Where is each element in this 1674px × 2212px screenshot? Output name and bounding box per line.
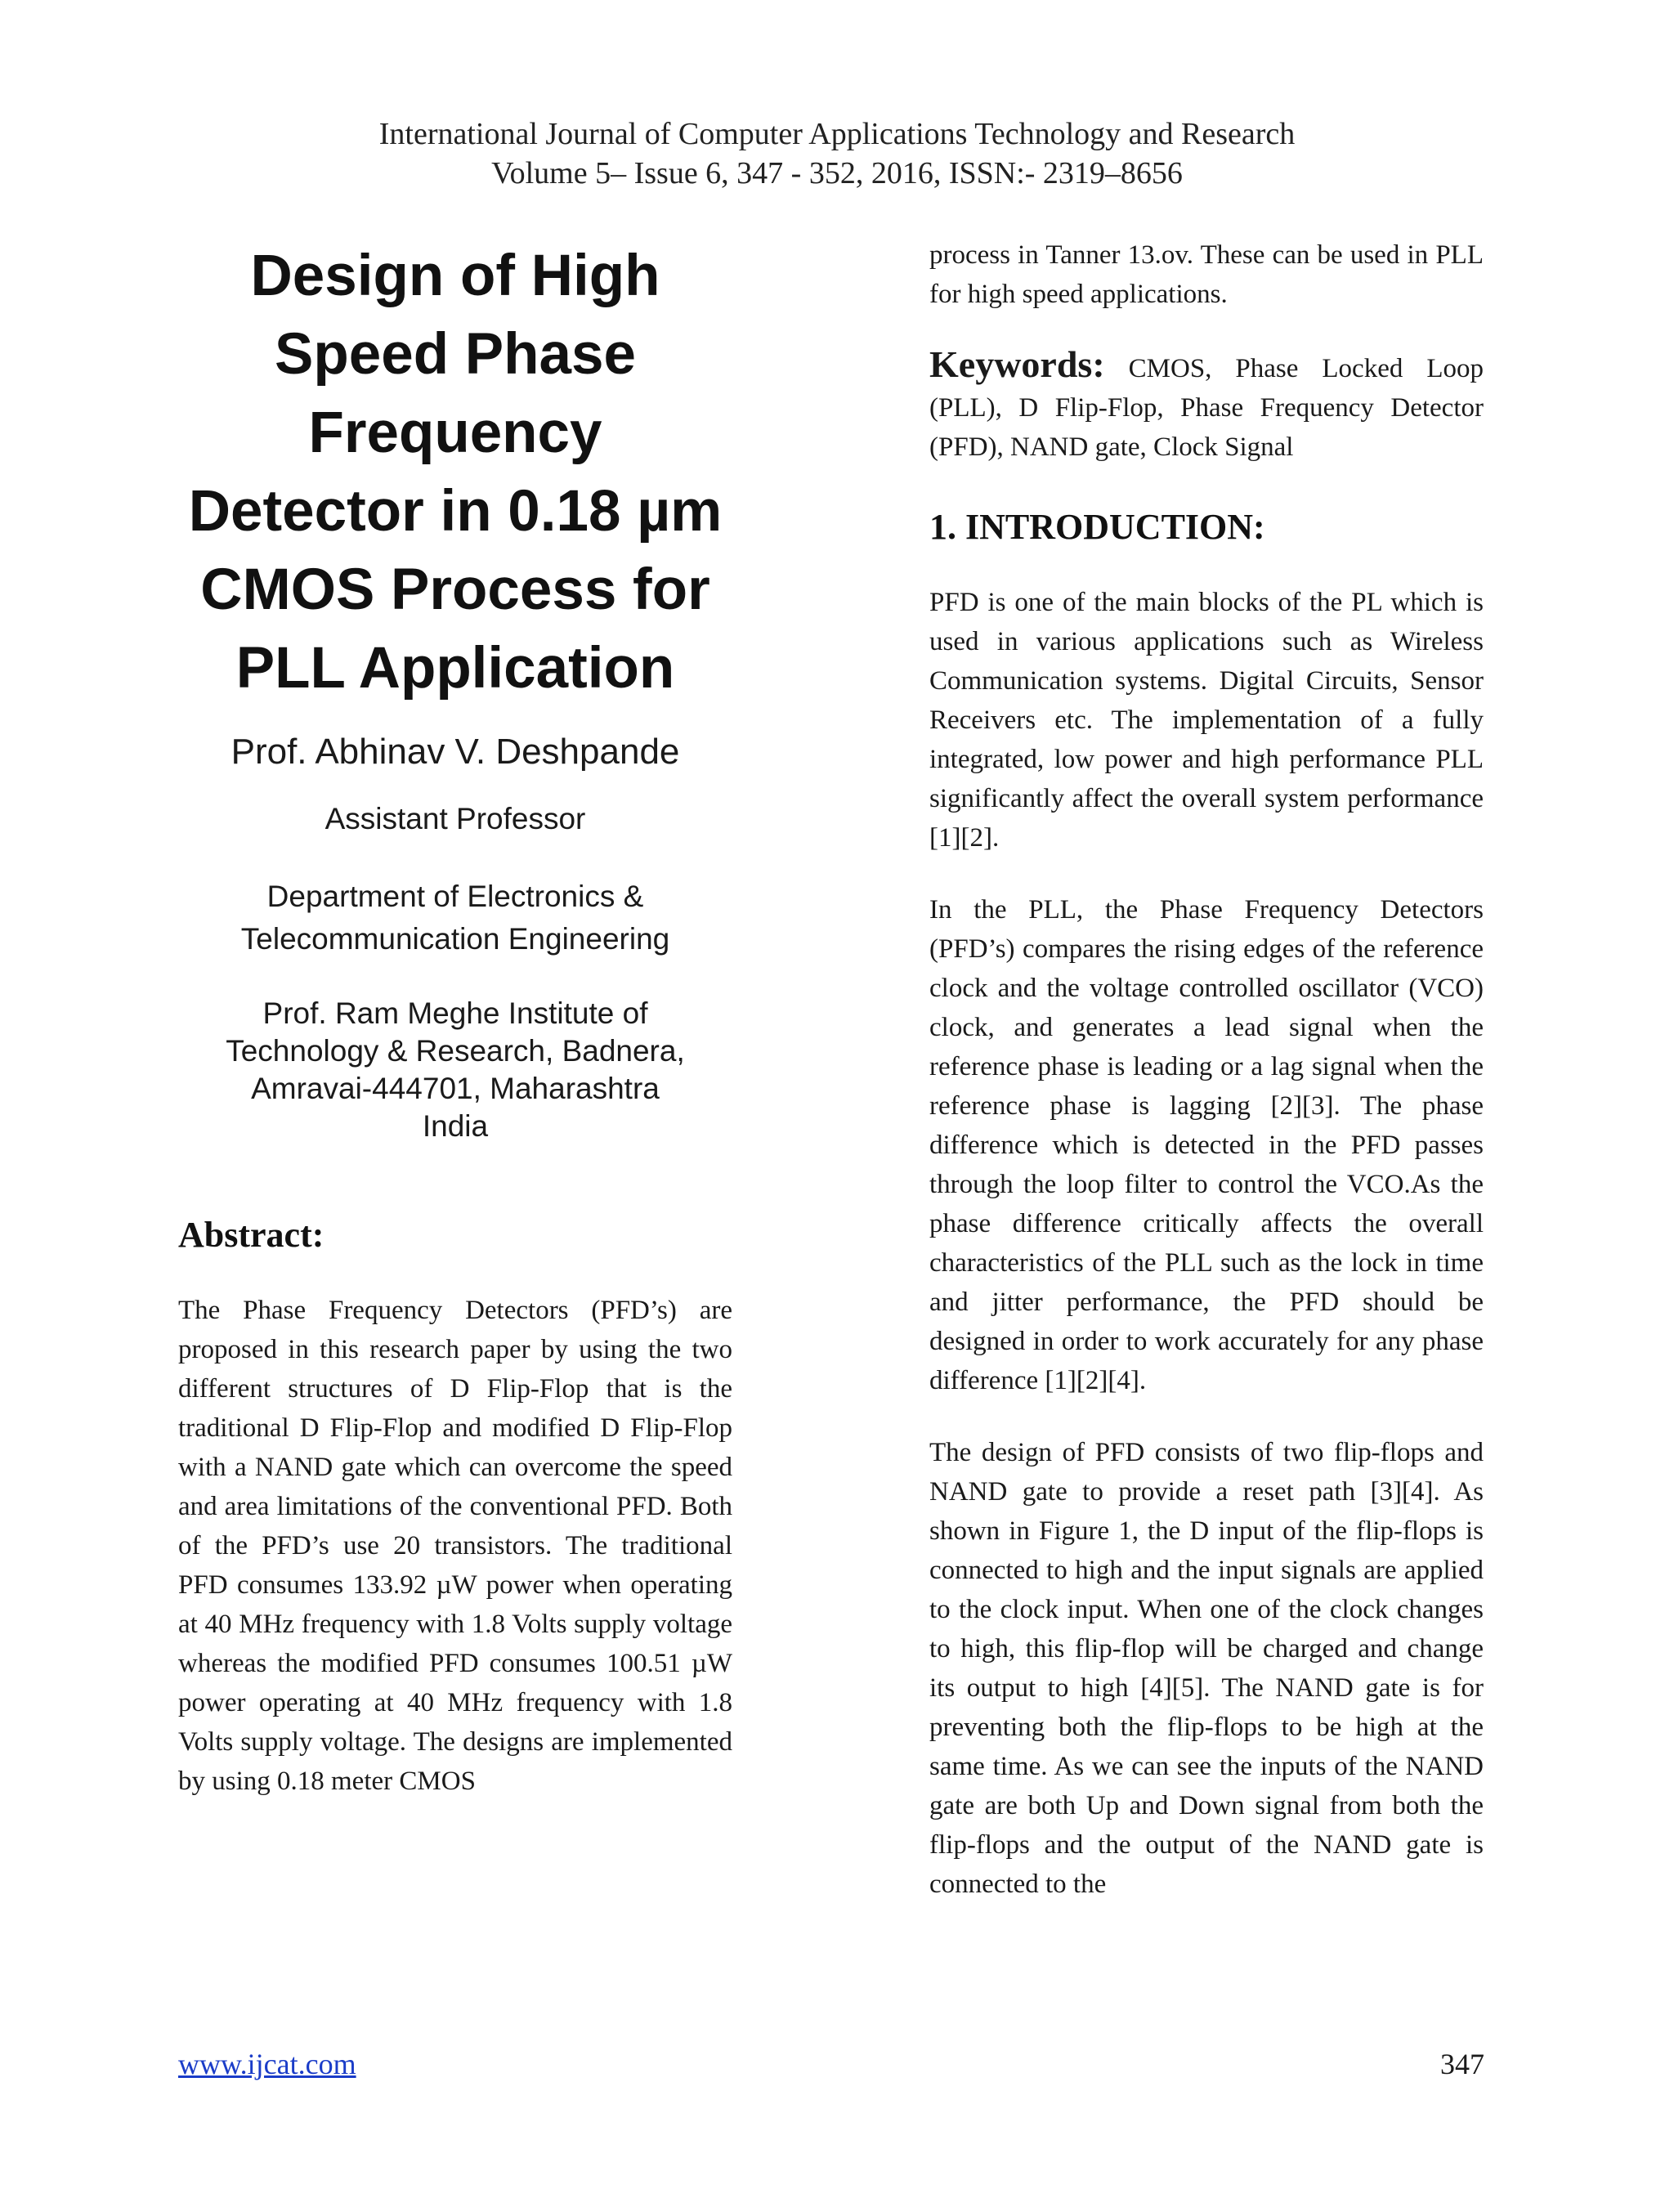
institute-line: India	[422, 1109, 489, 1143]
volume-info: Volume 5– Issue 6, 347 - 352, 2016, ISSN:- 2319–8656	[491, 156, 1183, 190]
left-column	[178, 237, 732, 1801]
journal-website-link[interactable]: www.ijcat.com	[178, 2048, 356, 2080]
institute-line: Technology & Research, Badnera,	[226, 1034, 685, 1068]
title-line: PLL Application	[235, 636, 675, 701]
institute-line: Amravai-444701, Maharashtra	[251, 1072, 660, 1105]
right-column	[929, 235, 1484, 1904]
title-line: CMOS Process for	[200, 557, 710, 622]
title-line: Frequency	[308, 401, 602, 465]
author-department	[178, 875, 732, 960]
page-number: 347	[1440, 2048, 1484, 2080]
introduction-heading: 1. INTRODUCTION:	[929, 507, 1265, 547]
title-line: Design of High	[250, 244, 660, 308]
title-line: Speed Phase	[275, 322, 636, 387]
intro-paragraph: The design of PFD consists of two flip-flops and NAND gate to provide a reset path [3][4]. As shown in Figure 1, the D input of the flip-flops is connected to high and the input signals are applied to the clock input. When one of the clock changes to high, this flip-flop will be charged and change its output to high [4][5]. The NAND gate is for preventing both the flip-flops to be high at the same time. As we can see the inputs of the NAND gate are both Up and Down signal from both the flip-flops and the output of the NAND gate is connected to the	[929, 1438, 1484, 1899]
keywords-label: Keywords:	[929, 343, 1105, 385]
institute-line: Prof. Ram Meghe Institute of	[262, 996, 648, 1030]
keywords	[929, 345, 1484, 467]
author-name: Prof. Abhinav V. Deshpande	[231, 732, 680, 772]
abstract-continuation: process in Tanner 13.ov. These can be used in PLL for high speed applications.	[929, 240, 1484, 309]
abstract-text: The Phase Frequency Detectors (PFD’s) are proposed in this research paper by using the two different structures of D Flip-Flop that is the traditional D Flip-Flop and modified D Flip-Flop with a NAND gate which can overcome the speed and area limitations of the conventional PFD. Both of the PFD’s use 20 transistors. The traditional PFD consumes 133.92 µW power when operating at 40 MHz frequency with 1.8 Volts supply voltage whereas the modified PFD consumes 100.51 µW power operating at 40 MHz frequency with 1.8 Volts supply voltage. The designs are implemented by using 0.18 meter CMOS	[178, 1296, 732, 1796]
journal-name: International Journal of Computer Applications Technology and Research	[378, 117, 1296, 151]
author-role: Assistant Professor	[325, 802, 586, 835]
title-line: Detector in 0.18 µm	[188, 479, 723, 544]
abstract-heading: Abstract:	[178, 1215, 325, 1255]
intro-paragraph: In the PLL, the Phase Frequency Detectors (PFD’s) compares the rising edges of the reference clock and the voltage controlled oscillator (VCO) clock, and generates a lead signal when the reference phase is leading or a lag signal when the reference phase is lagging [2][3]. The phase difference which is detected in the PFD passes through the loop filter to control the VCO.As the phase difference critically affects the overall characteristics of the PLL such as the lock in time and jitter performance, the PFD should be designed in order to work accurately for any phase difference [1][2][4].	[929, 895, 1484, 1395]
journal-header	[0, 114, 1674, 193]
paper-title	[178, 237, 732, 708]
author-institute	[178, 995, 732, 1145]
department-line: Department of Electronics &	[266, 880, 644, 913]
intro-paragraph: PFD is one of the main blocks of the PL which is used in various applications such as Wireless Communication systems. Digital Circuits, Sensor Receivers etc. The implementation of a fully integrated, low power and high performance PLL significantly affect the overall system performance [1][2].	[929, 588, 1484, 853]
keywords-text: CMOS, Phase Locked Loop (PLL), D Flip-Flop, Phase Frequency Detector (PFD), NAND gate, Clock Signal	[929, 354, 1484, 462]
department-line: Telecommunication Engineering	[240, 922, 670, 956]
